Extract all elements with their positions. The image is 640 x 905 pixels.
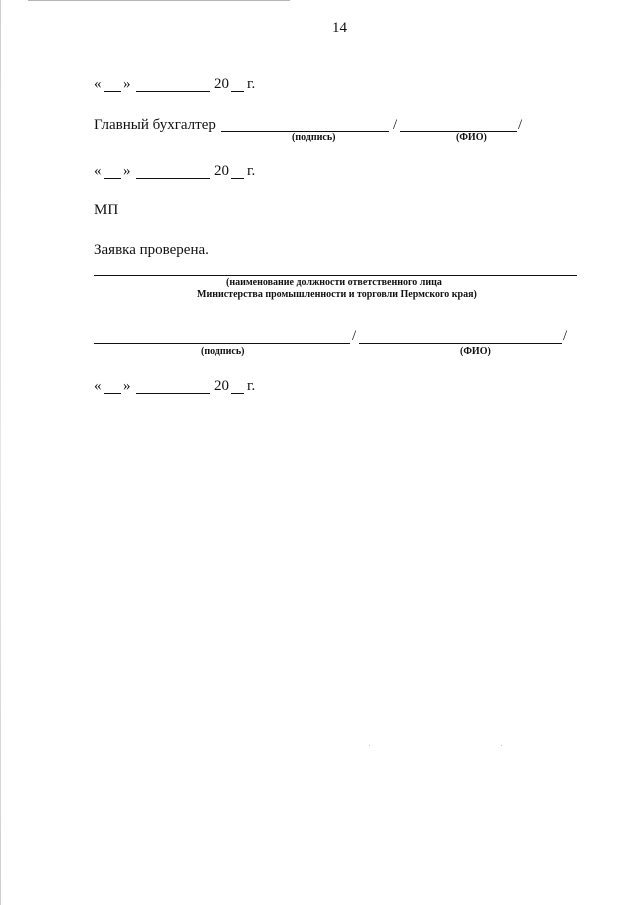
date-suffix-3: г.	[247, 378, 256, 394]
date-year-2: 20	[214, 163, 229, 179]
date-open-quote-3: «	[94, 378, 102, 394]
date-year-3: 20	[214, 378, 229, 394]
chief-accountant-name-caption: (ФИО)	[456, 132, 487, 143]
date-day-blank-1	[104, 91, 121, 92]
position-caption-line-2: Министерства промышленности и торговли Пермского края)	[197, 289, 477, 300]
date-month-blank-3	[136, 393, 210, 394]
official-slash: /	[352, 328, 357, 344]
official-signature-line	[94, 343, 350, 344]
official-end-slash: /	[563, 328, 568, 344]
official-name-caption: (ФИО)	[460, 346, 491, 357]
chief-accountant-sign-caption: (подпись)	[292, 132, 336, 143]
checked-label: Заявка проверена.	[94, 242, 209, 258]
page-edge	[0, 0, 1, 905]
date-year-blank-1	[231, 91, 244, 92]
official-sign-caption: (подпись)	[201, 346, 245, 357]
position-caption-line-1: (наименование должности ответственного лица	[226, 277, 442, 288]
date-open-quote-1: «	[94, 76, 102, 92]
date-close-quote-3: »	[123, 378, 131, 394]
seal-place: МП	[94, 202, 119, 218]
date-month-blank-1	[136, 91, 210, 92]
date-year-blank-3	[231, 393, 244, 394]
chief-accountant-label: Главный бухгалтер	[94, 117, 216, 133]
position-line	[94, 275, 577, 276]
page-number: 14	[332, 20, 347, 36]
date-close-quote-2: »	[123, 163, 131, 179]
scan-speck	[369, 745, 370, 746]
date-close-quote-1: »	[123, 76, 131, 92]
chief-accountant-slash: /	[393, 117, 398, 133]
date-year-1: 20	[214, 76, 229, 92]
date-suffix-2: г.	[247, 163, 256, 179]
date-open-quote-2: «	[94, 163, 102, 179]
date-day-blank-3	[104, 393, 121, 394]
date-suffix-1: г.	[247, 76, 256, 92]
scan-artifact-rule	[28, 0, 290, 1]
date-year-blank-2	[231, 178, 244, 179]
date-day-blank-2	[104, 178, 121, 179]
chief-accountant-end-slash: /	[518, 117, 523, 133]
scan-speck	[501, 745, 502, 746]
official-name-line	[359, 343, 562, 344]
date-month-blank-2	[136, 178, 210, 179]
